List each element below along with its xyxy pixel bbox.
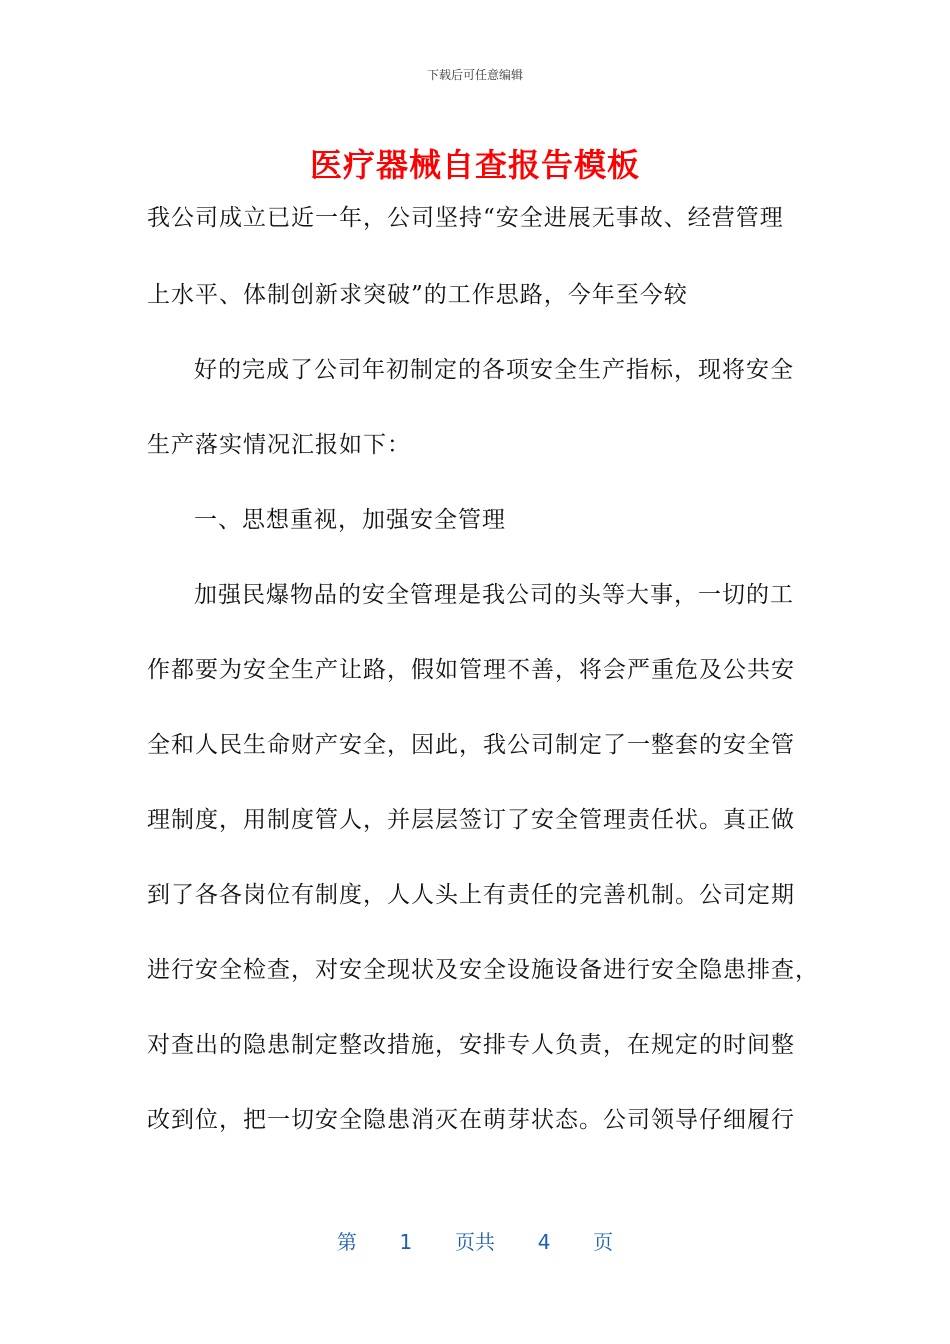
body-line-4: 生产落实情况汇报如下： xyxy=(147,432,411,458)
document-title: 医疗器械自查报告模板 xyxy=(309,146,640,184)
footer-page-number: 1 xyxy=(399,1230,413,1254)
body-line-10: 到了各各岗位有制度，人人头上有责任的完善机制。公司定期 xyxy=(147,882,795,908)
body-line-2: 上水平、体制创新求突破”的工作思路，今年至今较 xyxy=(147,282,688,308)
body-line-1: 我公司成立已近一年，公司坚持“安全进展无事故、经营管理 xyxy=(147,205,784,231)
body-line-3: 好的完成了公司年初制定的各项安全生产指标，现将安全 xyxy=(194,357,794,383)
footer-middle: 页共 xyxy=(455,1230,495,1254)
page-footer xyxy=(0,1226,950,1255)
footer-suffix: 页 xyxy=(593,1230,614,1254)
footer-total-pages: 4 xyxy=(537,1230,551,1254)
footer-prefix: 第 xyxy=(336,1230,357,1254)
body-line-9: 理制度，用制度管人，并层层签订了安全管理责任状。真正做 xyxy=(147,807,795,833)
section-heading: 一、思想重视，加强安全管理 xyxy=(194,507,506,533)
body-line-7: 作都要为安全生产让路，假如管理不善，将会严重危及公共安 xyxy=(147,657,795,683)
header-note: 下载后可任意编辑 xyxy=(426,68,523,82)
body-line-8: 全和人民生命财产安全，因此，我公司制定了一整套的安全管 xyxy=(147,732,795,758)
body-line-12: 对查出的隐患制定整改措施，安排专人负责，在规定的时间整 xyxy=(147,1032,795,1058)
body-line-13: 改到位，把一切安全隐患消灭在萌芽状态。公司领导仔细履行 xyxy=(147,1107,795,1133)
body-line-11: 进行安全检查，对安全现状及安全设施设备进行安全隐患排查， xyxy=(147,957,819,983)
body-line-6: 加强民爆物品的安全管理是我公司的头等大事，一切的工 xyxy=(194,582,794,608)
